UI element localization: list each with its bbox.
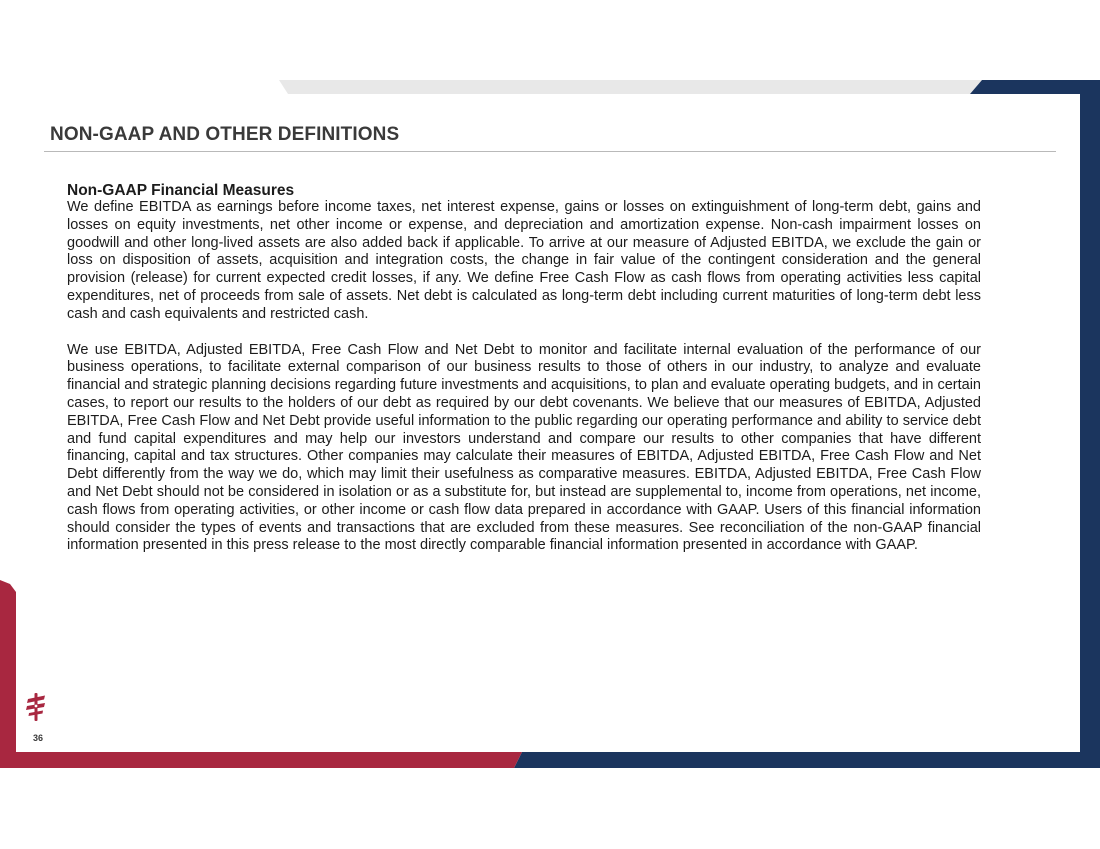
navy-bottom-bar (514, 752, 1080, 768)
section-heading: Non-GAAP Financial Measures (67, 182, 295, 199)
title-divider (44, 151, 1056, 152)
navy-frame (970, 80, 1100, 768)
definitions-body (67, 182, 981, 555)
header-band (279, 80, 982, 94)
crimson-left-bar (0, 580, 16, 752)
company-logo-icon (24, 692, 48, 722)
paragraph-definitions: We define EBITDA as earnings before income taxes, net interest expense, gains or losses on extinguishment of long-term debt, gains and losses on equity investments, net other income or expense, and depreciation and amortization expense. Non-cash impairment losses on goodwill and other long-lived assets are also added back if applicable. To arrive at our measure of Adjusted EBITDA, we exclude the gain or loss on disposition of assets, acquisition and integration costs, the change in fair value of the contingent consideration and the general provision (release) for current expected credit losses, if any. We define Free Cash Flow as cash flows from operating activities less capital expenditures, net of proceeds from sale of assets. Net debt is calculated as long-term debt including current maturities of long-term debt less cash and cash equivalents and restricted cash. (67, 199, 981, 322)
crimson-bottom-bar (0, 752, 522, 768)
slide-title: NON-GAAP AND OTHER DEFINITIONS (50, 124, 400, 145)
paragraph-usage: We use EBITDA, Adjusted EBITDA, Free Cash Flow and Net Debt to monitor and facilitate internal evaluation of the performance of our business operations, to facilitate external comparison of our business results to those of others in our industry, to analyze and evaluate financial and strategic planning decisions regarding future investments and acquisitions, to plan and evaluate operating budgets, and in certain cases, to report our results to the holders of our debt as required by our debt covenants. We believe that our measures of EBITDA, Adjusted EBITDA, Free Cash Flow and Net Debt provide useful information to the public regarding our operating performance and ability to service debt and fund capital expenditures and may help our investors understand and compare our results to other companies that have different financing, capital and tax structures. Other companies may calculate their measures of EBITDA, Adjusted EBITDA, Free Cash Flow and Net Debt differently from the way we do, which may limit their usefulness as comparative measures. EBITDA, Adjusted EBITDA, Free Cash Flow and Net Debt should not be considered in isolation or as a substitute for, but instead are supplemental to, income from operations, net income, cash flows from operating activities, or other income or cash flow data prepared in accordance with GAAP. Users of this financial information should consider the types of events and transactions that are excluded from these measures. See reconciliation of the non-GAAP financial information presented in this press release to the most directly comparable financial information presented in accordance with GAAP. (67, 341, 981, 554)
page-number: 36 (32, 733, 43, 743)
